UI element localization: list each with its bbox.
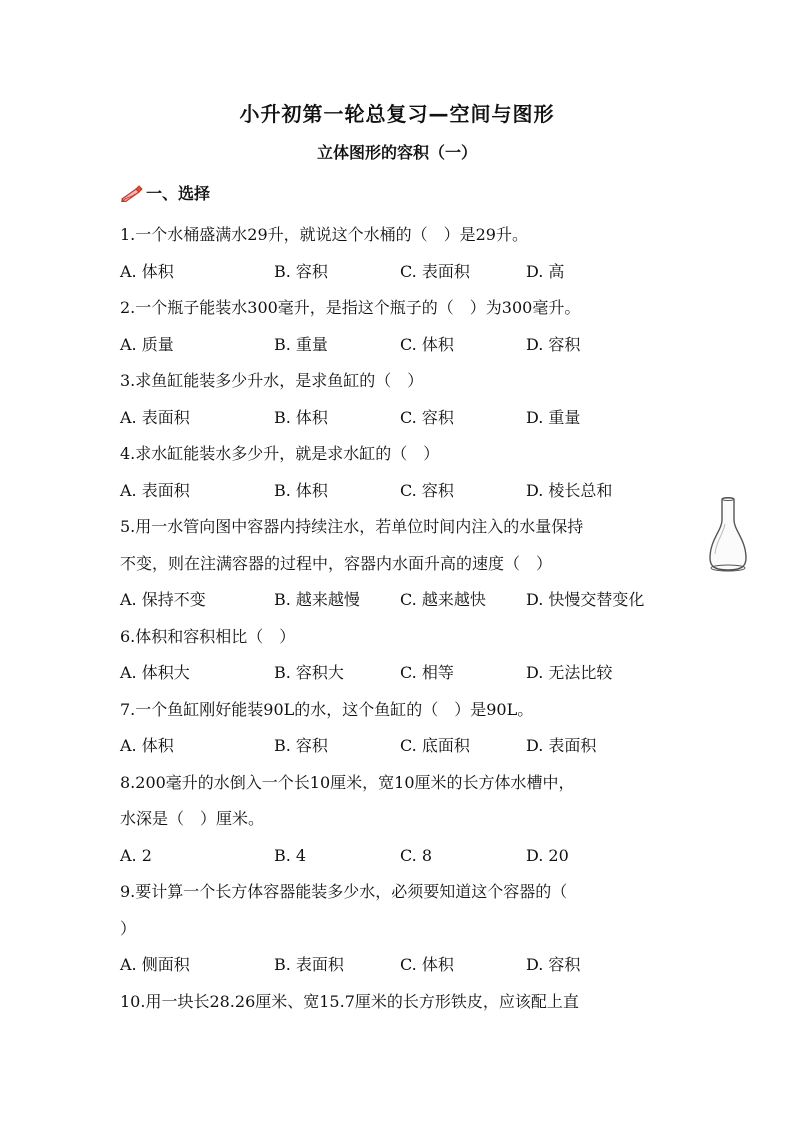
option: C. 体积 <box>400 334 454 354</box>
question-text: 1.一个水桶盛满水29升，就说这个水桶的（ ）是29升。 <box>120 225 528 244</box>
question-text: 10.用一块长28.26厘米、宽15.7厘米的长方形铁皮，应该配上直 <box>120 991 579 1011</box>
option: D. 表面积 <box>526 736 597 755</box>
option: B. 体积 <box>274 480 328 500</box>
option: D. 20 <box>526 845 569 865</box>
question-text: 8.200毫升的水倒入一个长10厘米，宽10厘米的长方体水槽中， <box>120 772 575 792</box>
option: C. 底面积 <box>400 736 470 755</box>
option: A. 体积 <box>120 261 174 281</box>
option: A. 表面积 <box>120 480 190 500</box>
option: D. 容积 <box>526 955 581 974</box>
option: A. 保持不变 <box>120 590 206 609</box>
page-title: 小升初第一轮总复习—空间与图形 <box>239 102 555 126</box>
option: D. 快慢交替变化 <box>526 590 645 609</box>
question-text: 6.体积和容积相比（ ） <box>120 626 296 646</box>
question-text: 2.一个瓶子能装水300毫升，是指这个瓶子的（ ）为300毫升。 <box>120 298 581 317</box>
flask-figure <box>704 496 752 576</box>
option: A. 2 <box>120 845 152 865</box>
pencil-icon <box>120 184 144 202</box>
question-text: ） <box>120 918 137 938</box>
option: B. 容积 <box>274 261 328 281</box>
question-text: 5.用一水管向图中容器内持续注水，若单位时间内注入的水量保持 <box>120 517 584 536</box>
option: A. 表面积 <box>120 407 190 427</box>
question-text: 9.要计算一个长方体容器能装多少水，必须要知道这个容器的（ <box>120 882 568 901</box>
option: D. 棱长总和 <box>526 480 613 500</box>
section-heading-text: 一、选择 <box>146 184 211 203</box>
option: B. 体积 <box>274 407 328 427</box>
page-subtitle: 立体图形的容积（一） <box>316 143 477 162</box>
option: C. 越来越快 <box>400 590 486 609</box>
option: C. 表面积 <box>400 261 470 281</box>
option: A. 体积 <box>120 736 174 755</box>
option: D. 重量 <box>526 407 581 427</box>
option: C. 体积 <box>400 955 454 974</box>
option: B. 4 <box>274 845 307 865</box>
question-text: 4.求水缸能装水多少升，就是求水缸的（ ） <box>120 444 440 463</box>
option: B. 容积 <box>274 736 328 755</box>
option: A. 侧面积 <box>120 955 190 974</box>
question-text: 不变，则在注满容器的过程中，容器内水面升高的速度（ ） <box>120 553 553 573</box>
question-text: 7.一个鱼缸刚好能装90L的水，这个鱼缸的（ ）是90L。 <box>120 699 534 719</box>
option: C. 相等 <box>400 663 454 682</box>
option: B. 重量 <box>274 334 328 354</box>
question-text: 3.求鱼缸能装多少升水，是求鱼缸的（ ） <box>120 371 424 390</box>
option: C. 8 <box>400 845 433 865</box>
option: D. 容积 <box>526 334 581 354</box>
option: C. 容积 <box>400 407 454 427</box>
option: D. 高 <box>526 261 565 281</box>
option: B. 容积大 <box>274 663 344 682</box>
option: A. 质量 <box>120 334 174 354</box>
section-heading <box>120 181 210 204</box>
option: B. 越来越慢 <box>274 590 360 609</box>
option: C. 容积 <box>400 480 454 500</box>
option: B. 表面积 <box>274 955 344 974</box>
question-text: 水深是（ ）厘米。 <box>120 809 265 828</box>
option: D. 无法比较 <box>526 663 613 682</box>
option: A. 体积大 <box>120 663 190 682</box>
